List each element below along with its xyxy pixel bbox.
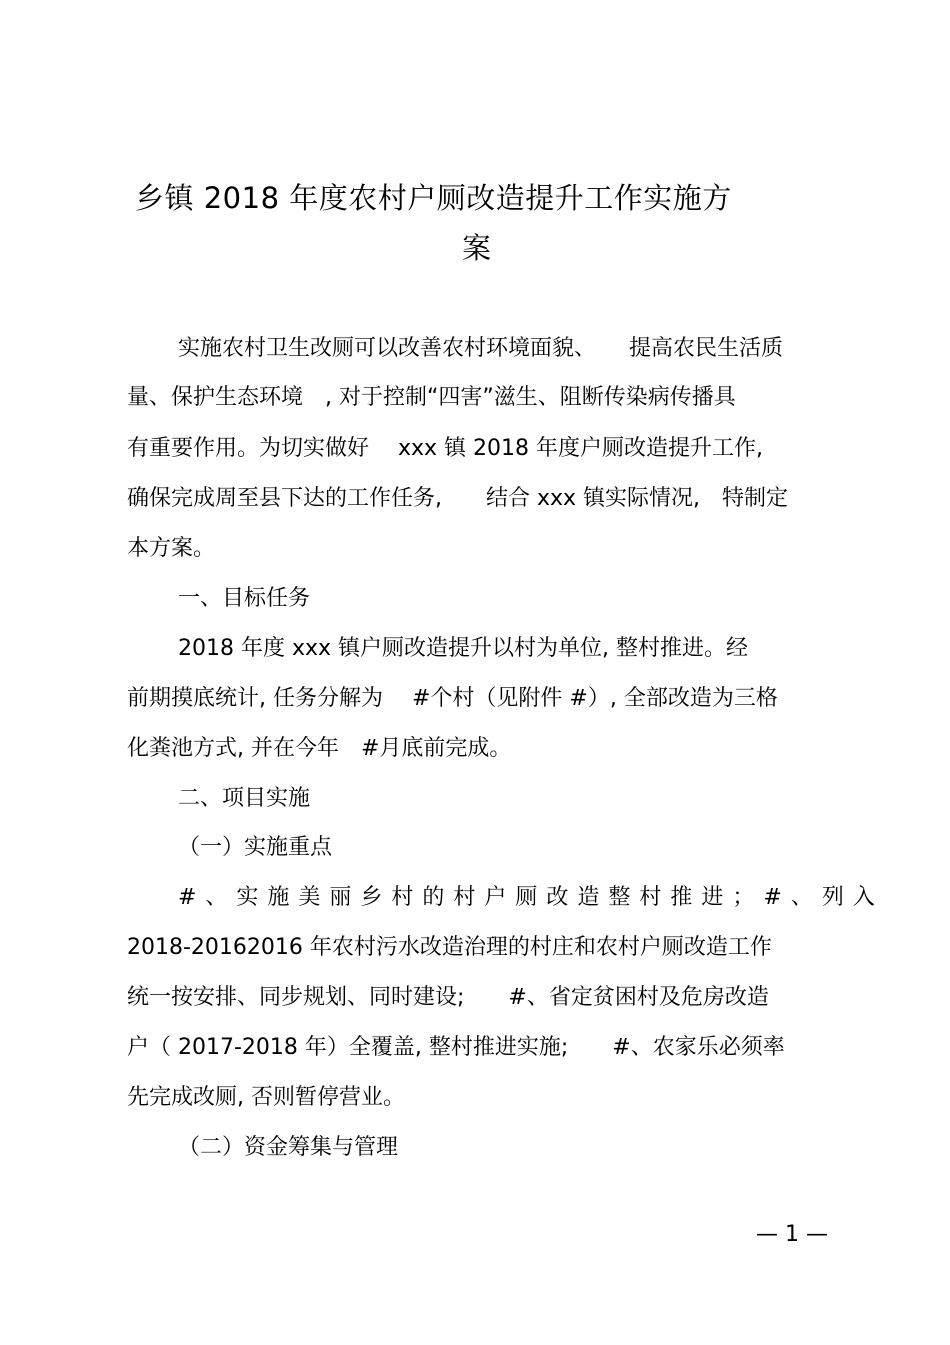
- intro-line-4: 确保完成周至县下达的工作任务, 结合 xxx 镇实际情况, 特制定: [127, 486, 789, 511]
- intro-line-3: 有重要作用。为切实做好 xxx 镇 2018 年度户厕改造提升工作,: [127, 436, 764, 461]
- goals-line-2: 前期摸底统计, 任务分解为 #个村（见附件 #）, 全部改造为三格: [127, 686, 778, 711]
- focus-line-1: #、实施美丽乡村的村户厕改造整村推进；#、列入: [178, 885, 884, 910]
- intro-line-5: 本方案。: [127, 536, 216, 561]
- goals-line-1: 2018 年度 xxx 镇户厕改造提升以村为单位, 整村推进。经: [178, 636, 749, 661]
- focus-line-2: 2018-20162016 年农村污水改造治理的村庄和农村户厕改造工作: [127, 935, 772, 960]
- section-heading-implementation: 二、项目实施: [178, 786, 311, 811]
- section-heading-goals: 一、目标任务: [178, 586, 311, 611]
- subsection-heading-focus: （一）实施重点: [178, 835, 333, 860]
- document-title-line-1: 乡镇 2018 年度农村户厕改造提升工作实施方: [135, 181, 732, 215]
- focus-line-3: 统一按安排、同步规划、同时建设; #、省定贫困村及危房改造: [127, 985, 769, 1010]
- intro-line-2: 量、保护生态环境 , 对于控制“四害”滋生、阻断传染病传播具: [127, 385, 736, 410]
- focus-line-5: 先完成改厕, 否则暂停营业。: [127, 1085, 405, 1110]
- page-number: — 1 —: [756, 1222, 828, 1247]
- focus-line-4: 户（ 2017-2018 年）全覆盖, 整村推进实施; #、农家乐必须率: [127, 1035, 785, 1060]
- intro-line-1: 实施农村卫生改厕可以改善农村环境面貌、 提高农民生活质: [178, 336, 784, 361]
- document-title-line-2: 案: [462, 231, 492, 265]
- subsection-heading-funding: （二）资金筹集与管理: [178, 1135, 399, 1160]
- goals-line-3: 化粪池方式, 并在今年 #月底前完成。: [127, 736, 512, 761]
